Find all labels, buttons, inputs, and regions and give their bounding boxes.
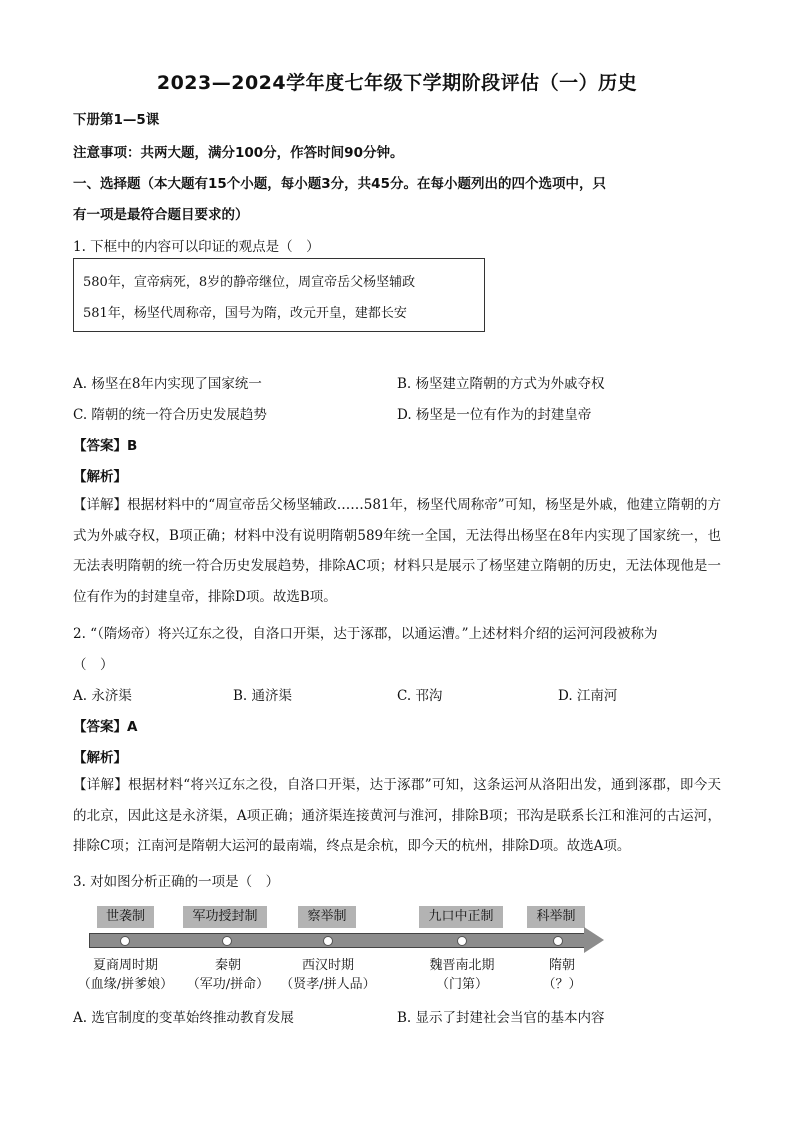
q2-answer: 【答案】A — [73, 719, 138, 735]
timeline-dot — [222, 936, 232, 946]
q1-option-b[interactable]: B. 杨坚建立隋朝的方式为外戚夺权 — [397, 376, 605, 392]
q2-option-a[interactable]: A. 永济渠 — [73, 688, 132, 704]
timeline-dot — [323, 936, 333, 946]
timeline-dot — [120, 936, 130, 946]
q2-stem: 2. “（隋炀帝）将兴辽东之役，自洛口开渠，达于涿郡，以通运漕。”上述材料介绍的运河河段被称为 — [73, 626, 658, 642]
timeline-era-name: 西汉时期 — [301, 958, 354, 973]
timeline-era — [178, 956, 278, 994]
q3-stem: 3. 对如图分析正确的一项是（ ） — [73, 874, 280, 890]
q3-option-b[interactable]: B. 显示了封建社会当官的基本内容 — [397, 1010, 605, 1026]
q1-analysis-label: 【解析】 — [73, 469, 127, 485]
timeline-dot — [457, 936, 467, 946]
q2-detail: 【详解】根据材料“将兴辽东之役，自洛口开渠，达于涿郡”可知，这条运河从洛阳出发，通到涿郡，即今天的北京，因此这是永济渠，A项正确；通济渠连接黄河与淮河，排除B项；邗沟是联系长江和淮河的古运河，排除C项；江南河是隋朝大运河的最南端，终点是余杭，即今天的杭州，排除D项。故选A项。 — [73, 777, 721, 854]
q1-material-box — [73, 258, 485, 332]
timeline-label: 世袭制 — [97, 906, 154, 928]
timeline-era — [412, 956, 512, 994]
q1-material-line: 580年，宣帝病死，8岁的静帝继位，周宣帝岳父杨坚辅政 — [83, 275, 416, 290]
q1-option-c[interactable]: C. 隋朝的统一符合历史发展趋势 — [73, 407, 267, 423]
timeline-era-name: 隋朝 — [548, 958, 575, 973]
page-title: 2023—2024学年度七年级下学期阶段评估（一）历史 — [156, 72, 638, 94]
q2-analysis-label: 【解析】 — [73, 750, 127, 766]
q1-option-a[interactable]: A. 杨坚在8年内实现了国家统一 — [73, 376, 262, 392]
timeline-era-name: 魏晋南北期 — [429, 958, 495, 973]
timeline-era-name: 夏商周时期 — [92, 958, 158, 973]
q1-stem: 1. 下框中的内容可以印证的观点是（ ） — [73, 239, 320, 255]
q2-option-c[interactable]: C. 邗沟 — [397, 688, 443, 704]
q1-material-line: 581年，杨坚代周称帝，国号为隋，改元开皇，建都长安 — [83, 306, 407, 321]
section-heading-line1: 一、选择题（本大题有15个小题，每小题3分，共45分。在每小题列出的四个选项中，只 — [73, 176, 606, 192]
timeline-era-note: （门第） — [435, 977, 488, 992]
notice-line: 注意事项：共两大题，满分100分，作答时间90分钟。 — [73, 145, 404, 161]
timeline-era-note: （军功/拼命） — [186, 977, 270, 992]
timeline-label: 军功授封制 — [183, 906, 267, 928]
section-heading-line2: 有一项是最符合题目要求的） — [73, 207, 249, 223]
q2-option-b[interactable]: B. 通济渠 — [233, 688, 293, 704]
q1-option-d[interactable]: D. 杨坚是一位有作为的封建皇帝 — [397, 407, 592, 423]
q3-option-a[interactable]: A. 选官制度的变革始终推动教育发展 — [73, 1010, 294, 1026]
timeline-arrowhead — [584, 927, 604, 953]
timeline-bar — [89, 933, 586, 948]
timeline-label: 九口中正制 — [419, 906, 503, 928]
timeline-era-note: （贤孝/拼人品） — [280, 977, 376, 992]
timeline-era-note: （血缘/拼爹娘） — [77, 977, 174, 992]
timeline-dot — [553, 936, 563, 946]
timeline-era — [68, 956, 183, 994]
scope-line: 下册第1—5课 — [73, 112, 160, 128]
timeline-era-name: 秦朝 — [214, 958, 241, 973]
timeline-label: 科举制 — [527, 906, 585, 928]
q2-option-d[interactable]: D. 江南河 — [558, 688, 618, 704]
timeline-era — [273, 956, 383, 994]
q1-answer: 【答案】B — [73, 438, 138, 454]
timeline-era — [527, 956, 597, 994]
timeline-era-note: （？） — [542, 977, 582, 992]
timeline-label: 察举制 — [298, 906, 356, 928]
q2-stem-blank: （ ） — [73, 657, 114, 673]
q1-detail: 【详解】根据材料中的“周宣帝岳父杨坚辅政……581年，杨坚代周称帝”可知，杨坚是外戚，他建立隋朝的方式为外戚夺权，B项正确；材料中没有说明隋朝589年统一全国，无法得出杨坚在8年内实现了国家统一，也无法表明隋朝的统一符合历史发展趋势，排除AC项；材料只是展示了杨坚建立隋朝的历史，无法体现他是一位有作为的封建皇帝，排除D项。故选B项。 — [73, 497, 721, 605]
